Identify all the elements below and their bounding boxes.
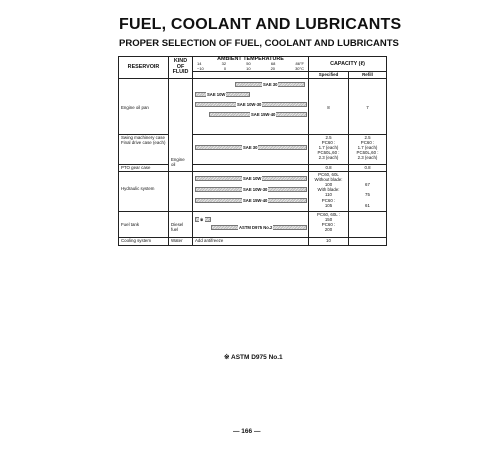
band-label: ※ [200,217,204,223]
header-reservoir: RESERVOIR [119,57,169,79]
temp-c-3: 10 [246,65,251,71]
temp-scale-c [195,67,306,72]
band-sae-10w-30 [195,102,307,107]
reservoir-label: Hydraulic system [121,185,155,191]
band-hyd-sae-15w-40 [195,198,307,203]
band-label: SAE 15W-40 [251,112,276,118]
band-label: SAE 30 [263,82,278,88]
capacity-refill-cooling [349,237,387,245]
temp-bands-hydraulic [193,171,309,211]
coolant-note: Add antifreeze [193,237,309,245]
band-hyd-sae-10w [195,176,307,181]
band-astm-d975 [211,225,307,230]
temp-f-3: 50 [246,61,251,67]
band-label: SAE 10W [207,92,226,98]
temp-f-5: 86°F [295,61,304,67]
capacity-value: 7 [366,104,369,110]
capacity-refill-fuel [349,211,387,237]
band-sae-30-gear [195,145,307,150]
header-refill: Refill [349,72,387,78]
reservoir-cooling-system: Cooling system [119,237,169,245]
fluid-label: Engine oil [171,156,185,167]
reservoir-label: Fuel tank [121,221,140,227]
temp-bands-fuel [193,211,309,237]
header-specified: Specified [309,72,349,78]
capacity-refill-swing: 2.5 PC60 : 1.7 (each) PC60L,60 : 2.3 (each) [349,134,387,164]
band-sae-15w-40 [209,112,307,117]
reservoir-hydraulic-system [119,171,169,211]
temp-c-2: 0 [223,65,227,71]
fluid-diesel [169,211,193,237]
reservoir-pto-gear-case: PTO gear case [119,164,169,171]
capacity-value: 8 [327,104,330,110]
band-label: SAE 10W-30 [237,102,262,108]
band-sae-10w [195,92,250,97]
capacity-specified-pto: 0.8 [309,164,349,171]
capacity-specified-hydraulic: PC60, 60L Without blade: 100 With blade: 110 PC60 : 105 [309,171,349,211]
capacity-specified-engine-oil [309,78,349,134]
band-label: SAE 10W-30 [243,187,268,193]
footnote: ※ ASTM D975 No.1 [224,354,283,361]
temp-c-1: −10 [197,65,204,71]
capacity-refill-hydraulic: 67 75 61 [349,171,387,211]
temp-c-4: 20 [270,65,276,71]
temp-bands-engine-oil [193,78,309,134]
reservoir-fuel-tank [119,211,169,237]
page-number: — 166 — [233,428,261,435]
header-kind-of-fluid: KIND OF FLUID [169,57,193,79]
page-subtitle: PROPER SELECTION OF FUEL, COOLANT AND LUBRICANTS [119,38,399,49]
capacity-specified-fuel: PC60, 60L : 150 PC60 : 200 [309,211,349,237]
ambient-temperature-label: AMBIENT TEMPERATURE [217,56,284,62]
capacity-refill-pto: 0.8 [349,164,387,171]
band-label: SAE 10W [243,176,262,182]
temp-c-5: 30°C [295,65,304,71]
temp-f-2: 32 [221,61,227,67]
capacity-specified-swing: 2.5 PC60 : 1.7 (each) PC60L,60 : 2.3 (each) [309,134,349,164]
reservoir-swing-final-drive: Swing machinery case Final drive case (each) [119,134,169,164]
reservoir-engine-oil-pan [119,78,169,134]
temp-bands-swing [193,134,309,164]
band-label: SAE 15W-40 [243,198,268,204]
band-label: SAE 30 [243,145,258,151]
fluid-water: Water [169,237,193,245]
capacity-specified-cooling: 10 [309,237,349,245]
temp-f-4: 68 [270,61,276,67]
reservoir-label: Engine oil pan [121,104,149,110]
band-label: ASTM D975 No.2 [239,225,273,231]
header-capacity: CAPACITY (ℓ) [309,57,387,72]
capacity-refill-engine-oil [349,78,387,134]
band-sae-30 [235,82,305,87]
temp-f-1: 14 [197,61,202,67]
lubricant-spec-table [118,56,387,246]
band-hyd-sae-10w-30 [195,187,307,192]
fluid-hydraulic-blank [169,171,193,211]
band-fuel-note [195,217,211,222]
fluid-engine-oil [169,78,193,171]
header-ambient-temperature [193,57,309,72]
page-title: FUEL, COOLANT AND LUBRICANTS [119,16,402,33]
temp-bands-pto [193,164,309,171]
fluid-label: Diesel fuel [171,221,184,232]
